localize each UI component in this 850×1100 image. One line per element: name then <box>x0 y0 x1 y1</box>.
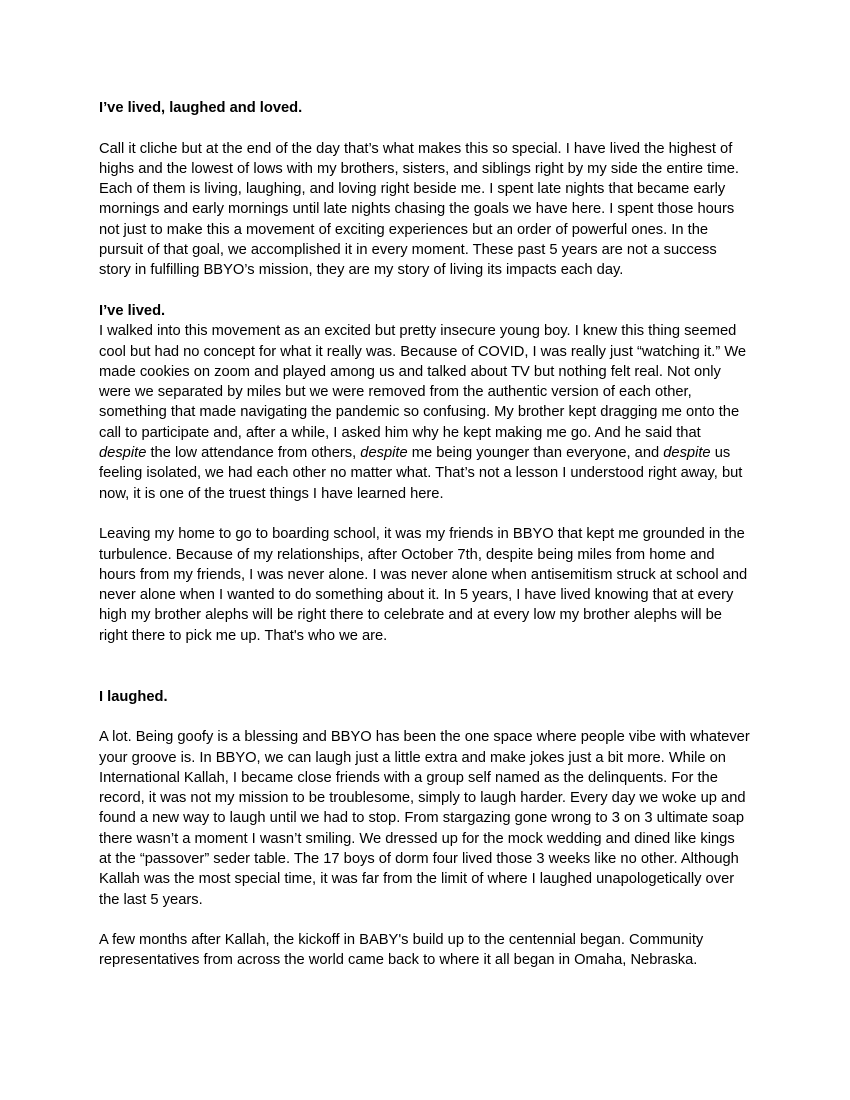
text-run: us feeling isolated, we had each other no matter what. That’s not a lesson I understood right away, but now, it is one of the truest things I have learned here. <box>99 445 743 502</box>
document-content <box>99 98 750 971</box>
document-heading <box>99 301 750 321</box>
text-run: despite <box>663 445 711 462</box>
text-run: the low attendance from others, <box>146 445 361 462</box>
text-run: Call it cliche but at the end of the day that’s what makes this so special. I have lived the highest of highs and the lowest of lows with my brothers, sisters, and siblings right by my side the entire time. Each of them is living, laughing, and loving right beside me. I spent late nights that became early mornings and early mornings until late nights chasing the goals we have here. I spent those hours not just to make this a movement of exciting experiences but an order of powerful ones. In the pursuit of that goal, we accomplished it in every moment. These past 5 years are not a success story in fulfilling BBYO’s mission, they are my story of living its impacts each day. <box>99 140 740 279</box>
blank-line <box>99 281 750 301</box>
document-paragraph <box>99 930 750 971</box>
text-run: A few months after Kallah, the kickoff in BABY's build up to the centennial began. Community representatives from across the world came back to where it all began in Omaha, Nebraska. <box>99 932 704 969</box>
text-run: me being younger than everyone, and <box>407 445 664 462</box>
blank-line <box>99 504 750 524</box>
text-run: despite <box>360 445 408 462</box>
blank-line <box>99 910 750 930</box>
document-heading <box>99 98 750 118</box>
text-run: Leaving my home to go to boarding school, it was my friends in BBYO that kept me grounded in the turbulence. Because of my relationships, after October 7th, despite being miles from home and hours from my friends, I was never alone. I was never alone when antisemitism struck at school and never alone when I wanted to do something about it. In 5 years, I have lived knowing that at every high my brother alephs will be right there to celebrate and at every low my brother alephs will be right there to pick me up. That's who we are. <box>99 526 748 644</box>
text-run: I’ve lived. <box>99 302 166 319</box>
document-heading <box>99 687 750 707</box>
text-run: despite <box>99 445 147 462</box>
document-paragraph <box>99 524 750 646</box>
text-run: A lot. Being goofy is a blessing and BBYO has been the one space where people vibe with whatever your groove is. In BBYO, we can laugh just a little extra and make jokes just a bit more. While on International Kallah, I became close friends with a group self named as the delinquents. For the record, it was not my mission to be troublesome, simply to laugh harder. Every day we woke up and found a new way to laugh until we had to stop. From stargazing gone wrong to 3 on 3 ultimate soap there wasn’t a moment I wasn’t smiling. We dressed up for the mock wedding and dined like kings at the “passover” seder table. The 17 boys of dorm four lived those 3 weeks like no other. Although Kallah was the most special time, it was far from the limit of where I laughed unapologetically over the last 5 years. <box>99 729 750 908</box>
document-paragraph <box>99 139 750 281</box>
document-paragraph <box>99 727 750 910</box>
blank-line <box>99 118 750 138</box>
text-run: I laughed. <box>99 688 168 705</box>
blank-line <box>99 707 750 727</box>
blank-line <box>99 666 750 686</box>
text-run: I’ve lived, laughed and loved. <box>99 100 303 116</box>
document-paragraph <box>99 321 750 504</box>
text-run: I walked into this movement as an excited but pretty insecure young boy. I knew this thing seemed cool but had no concept for what it really was. Because of COVID, I was really just “watching it.” We made cookies on zoom and played among us and talked about TV but nothing felt real. Not only were we separated by miles but we were removed from the authentic version of each other, something that made navigating the pandemic so confusing. My brother kept dragging me onto the call to participate and, after a while, I asked him why he kept making me go. And he said that <box>99 323 747 441</box>
blank-line <box>99 646 750 666</box>
